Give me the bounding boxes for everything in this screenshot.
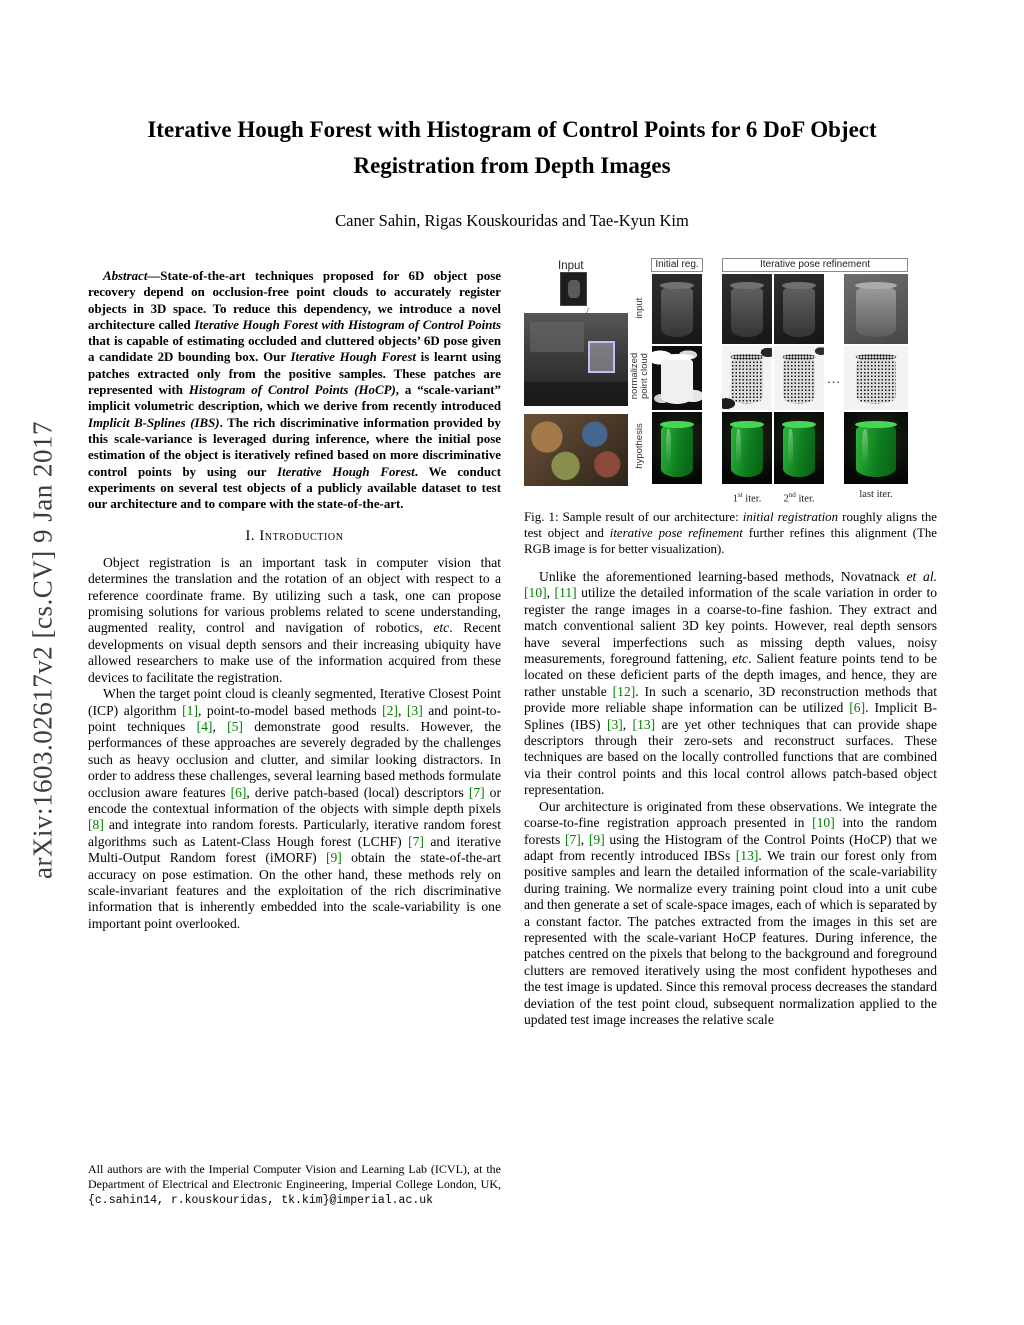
object-render — [661, 286, 693, 337]
paper-authors: Caner Sahin, Rigas Kouskouridas and Tae-Kyun Kim — [335, 211, 689, 230]
depth-image-iter2 — [774, 274, 824, 344]
point-cloud-image-iter2 — [774, 346, 824, 410]
intro-paragraph-1: Object registration is an important task in computer vision that determines the translation and the rotation of an object with respect to a reference coordinate frame. By utilizing such a task, one can propose promising solutions for various problems related to scene understanding, augmented reality, control and navigation of robotics, etc. Recent developments on visual depth sensors and their increasing ubiquity have allowed researchers to make use of the information acquired from these devices to facilitate the registration. — [88, 554, 501, 685]
depth-image-iter1 — [722, 274, 772, 344]
arxiv-sidebar-label — [8, 360, 78, 940]
hypothesis-image-last-iter — [844, 412, 908, 484]
hypothesis-image-iter2 — [774, 412, 824, 484]
object-render — [661, 424, 693, 477]
section-heading-introduction: I. Introduction — [245, 528, 344, 545]
object-render — [731, 357, 763, 404]
right-paragraph-1: Unlike the aforementioned learning-based methods, Novatnack et al. [10], [11] utilize the detailed information of the scale variation in order to register the range images in a coarse-to-fine fashion. They extract and match conventional salient 3D key points. However, real depth sensors have several imperfections such as missing depth values, noisy measurements, foreground fattening, etc. Salient feature points tend to be located on these deficient parts of the depth images, and hence, they are rather unstable [12]. In such a scenario, 3D reconstruction methods that provide more reliable shape information can be utilized [6]. Implicit B-Splines (IBS) [3], [13] are yet other techniques that can provide shape descriptors through their zero-sets and reconstruct surfaces. These techniques are based on the locally controlled functions that are combined via their control points and this local control allows patch-based object representation. — [524, 569, 938, 798]
depth-image-last-iter — [844, 274, 908, 344]
author-affiliation-footnote: All authors are with the Imperial Computer Vision and Learning Lab (ICVL), at the Department of Electrical and Electronic Engineering, Imperial College London, UK, {c.sahin14, r.kouskouridas, tk.kim}@imperial.ac.uk — [88, 1162, 501, 1207]
right-column — [524, 258, 937, 1028]
candidate-bounding-box — [588, 341, 615, 373]
arxiv-sidebar-text: arXiv:1603.02617v2 [cs.CV] 9 Jan 2017 — [27, 421, 58, 879]
figure-1 — [524, 258, 937, 557]
object-render — [783, 286, 815, 337]
row-label-input: input — [634, 297, 645, 318]
point-cloud-image-last-iter — [844, 346, 908, 410]
abstract: Abstract—State-of-the-art techniques proposed for 6D object pose recovery depend on occlusion-free point clouds to accurately register objects in 3D space. To reduce this dependency, we introduce a novel architecture called Iterative Hough Forest with Histogram of Control Points that is capable of estimating occluded and cluttered objects’ 6D pose given a candidate 2D bounding box. Our Iterative Hough Forest is learnt using patches extracted only from the positive samples. These patches are represented with Histogram of Control Points (HoCP), a “scale-variant” implicit volumetric description, which we derive from recently introduced Implicit B-Splines (IBS). The rich discriminative information provided by this scale-variance is leveraged during inference, where the initial pose estimation of the object is iteratively refined based on more discriminative control points by using our Iterative Hough Forest. We conduct experiments on several test objects of a publicly available dataset to test our architecture and to compare with the state-of-the-art. — [88, 269, 502, 512]
row-label-normalized-point-cloud: normalized point cloud — [629, 352, 650, 400]
right-paragraph-2: Our architecture is originated from these observations. We integrate the coarse-to-fine registration approach presented in [10] into the random forests [7], [9] using the Histogram of the Control Points (HoCP) that we adapt from recently introduced IBSs [13]. We train our forest only from positive samples and learn the detailed information of the scale-variability during training. We normalize every training point cloud into a unit cube and then generate a set of scale-space images, each of which is separated by a constant factor. The patches extracted from the images in this set are represented with the scale-variant HoCP features. During inference, the patches centred on the pixels that belong to the background and foreground clutters are removed iteratively using the most confident hypotheses and the test image is updated. Since this removal process decreases the standard deviation of the test point cloud, subsequent normalization applied to the updated test image increases the relative scale — [524, 798, 938, 1027]
figure-body — [524, 258, 937, 505]
object-render — [783, 357, 815, 404]
object-render — [731, 286, 763, 337]
iter-label-last: last iter. — [859, 489, 893, 500]
intro-paragraph-2: When the target point cloud is cleanly segmented, Iterative Closest Point (ICP) algorithm [1], point-to-model based methods [2], [3] and point-to-point techniques [4], [5] demonstrate good results. However, the performances of these approaches are severely degraded by the challenges such as heavy occlusion and clutter, and similar looking distractors. In order to address these challenges, several learning based methods formulate occlusion aware features [6], derive patch-based (local) descriptors [7] or encode the contextual information of the objects with simple depth pixels [8] and integrate into random forests. Particularly, iterative random forest algorithms such as Latent-Class Hough forest (LCHF) [7] and iterative Multi-Output Random forest (iMORF) [9] obtain the state-of-the-art accuracy on pose estimation. On the other hand, these methods rely on scale-invariant features and the exploitation of the rich discriminative information that is inherently embedded into the scale-variability is one important point overlooked. — [88, 686, 501, 931]
point-cloud-image-initial-reg — [652, 346, 702, 410]
object-render — [856, 424, 897, 477]
left-column — [88, 268, 501, 932]
figure-caption: Fig. 1: Sample result of our architecture: initial registration roughly aligns the test object and iterative pose refinement further refines this alignment (The RGB image is for better visualization). — [524, 510, 937, 556]
object-render — [856, 357, 897, 404]
hypothesis-image-iter1 — [722, 412, 772, 484]
iter-label-1st: 1st iter. — [732, 491, 762, 505]
figure-label-input: Input — [558, 260, 584, 272]
input-rgb-scene-image — [524, 414, 628, 486]
ellipsis-more-iterations: ... — [827, 370, 841, 386]
point-cloud-image-iter1 — [722, 346, 772, 410]
paper-title: Iterative Hough Forest with Histogram of Control Points for 6 DoF Object Registration from Depth Images — [147, 117, 877, 178]
object-render — [731, 424, 763, 477]
figure-grid — [652, 258, 937, 505]
figure-label-iterative-pose-refinement: Iterative pose refinement — [722, 258, 908, 272]
row-label-hypothesis: hypothesis — [634, 423, 645, 469]
hypothesis-image-initial-reg — [652, 412, 702, 484]
object-render — [856, 286, 897, 337]
figure-input-column — [524, 258, 628, 500]
depth-image-initial-reg — [652, 274, 702, 344]
figure-row-labels — [630, 272, 650, 500]
iter-label-2nd: 2nd iter. — [783, 491, 815, 505]
input-depth-scene-image — [524, 313, 628, 406]
object-render — [661, 357, 693, 404]
figure-label-initial-reg: Initial reg. — [651, 258, 702, 272]
input-depth-thumbnail — [560, 272, 587, 306]
object-render — [783, 424, 815, 477]
